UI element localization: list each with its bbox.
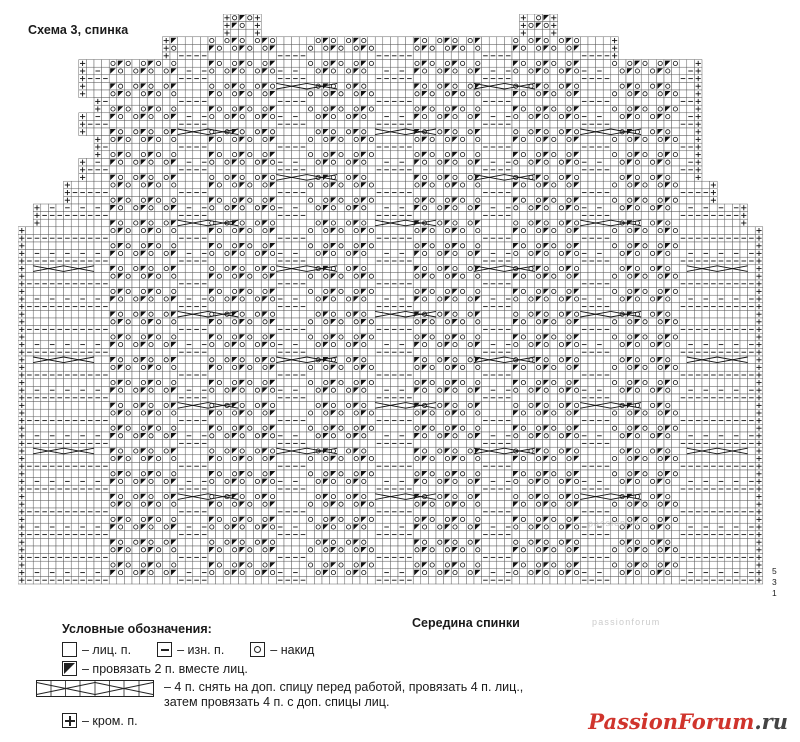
legend-label: – накид	[270, 642, 315, 657]
plus-cell-icon	[62, 713, 77, 728]
legend-label: – изн. п.	[177, 642, 225, 657]
row-number: 5	[772, 566, 777, 576]
page-title: Схема 3, спинка	[28, 23, 129, 37]
legend-label: – 4 п. снять на доп. спицу перед работой, провязать 4 п. лиц.,	[164, 680, 524, 694]
legend-item-knit	[62, 642, 131, 657]
chart-grid-svg	[18, 14, 782, 614]
watermark-bottom: passionforum	[592, 617, 661, 627]
watermark-inline: passion.ru	[587, 517, 640, 529]
cable-icon	[36, 680, 154, 697]
knitting-chart	[18, 14, 782, 614]
circle-cell-icon	[250, 642, 265, 657]
site-brand	[588, 709, 788, 734]
legend-label: – кром. п.	[82, 713, 138, 728]
row-number: 1	[772, 588, 777, 598]
dash-cell-icon	[157, 642, 172, 657]
legend-item-purl	[157, 642, 224, 657]
triangle-cell-icon	[62, 661, 77, 676]
legend-item-yarnover	[250, 642, 314, 657]
legend-row-cable	[36, 680, 718, 710]
row-numbers	[772, 566, 777, 599]
legend-label-cont: затем провязать 4 п. с доп. спицы лиц.	[164, 695, 390, 709]
brand-tail: .ru	[754, 709, 788, 734]
legend-row-decrease	[62, 661, 718, 676]
legend-row-basic	[62, 642, 718, 657]
row-number: 3	[772, 577, 777, 587]
legend-title: Условные обозначения:	[62, 622, 212, 636]
empty-cell-icon	[62, 642, 77, 657]
brand-main: PassionForum	[588, 709, 755, 734]
legend-label: – лиц. п.	[82, 642, 132, 657]
middle-of-back-label: Середина спинки	[412, 616, 520, 630]
legend-item-k2tog	[62, 661, 248, 676]
legend-label: – провязать 2 п. вместе лиц.	[82, 661, 248, 676]
